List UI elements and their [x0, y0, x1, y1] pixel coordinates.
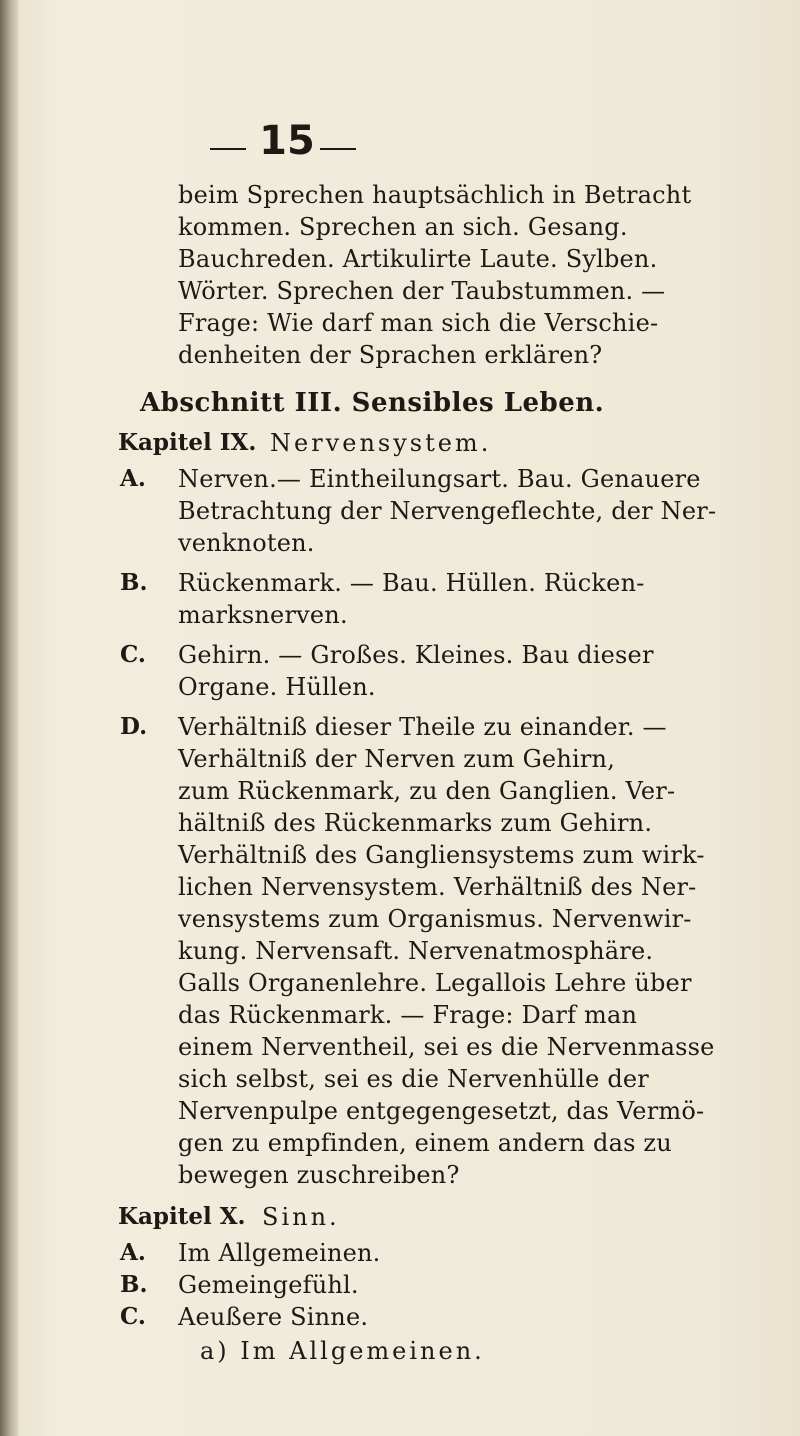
- text-line: Aeußere Sinne.: [178, 1303, 369, 1331]
- header-dash-right: [320, 148, 356, 150]
- text-line: Organe. Hüllen.: [178, 673, 376, 701]
- text-line: venknoten.: [178, 529, 315, 557]
- text-line: Rückenmark. — Bau. Hüllen. Rücken-: [178, 569, 645, 597]
- text-line: Verhältniß der Nerven zum Gehirn,: [178, 745, 616, 773]
- text-line: hältniß des Rückenmarks zum Gehirn.: [178, 809, 653, 837]
- item-letter: A.: [120, 465, 146, 492]
- subsection-heading: a) Im Allgemeinen.: [200, 1337, 485, 1365]
- text-line: Gehirn. — Großes. Kleines. Bau dieser: [178, 641, 654, 669]
- text-line: lichen Nervensystem. Verhältniß des Ner-: [178, 873, 697, 901]
- text-line: Gemeingefühl.: [178, 1271, 359, 1299]
- section-heading: Abschnitt III. Sensibles Leben.: [140, 388, 605, 418]
- text-line: Verhältniß dieser Theile zu einander. —: [178, 713, 667, 741]
- text-line: Verhältniß des Gangliensystems zum wirk-: [178, 841, 705, 869]
- text-line: Nervenpulpe entgegengesetzt, das Vermö-: [178, 1097, 705, 1125]
- text-line: denheiten der Sprachen erklären?: [178, 341, 603, 369]
- text-line: vensystems zum Organismus. Nervenwir-: [178, 905, 692, 933]
- text-line: kung. Nervensaft. Nervenatmosphäre.: [178, 937, 654, 965]
- text-line: Galls Organenlehre. Legallois Lehre über: [178, 969, 692, 997]
- text-line: marksnerven.: [178, 601, 348, 629]
- item-letter: B.: [120, 569, 148, 596]
- item-letter: C.: [120, 641, 146, 668]
- header-dash-left: [210, 148, 246, 150]
- item-letter: A.: [120, 1239, 146, 1266]
- text-line: kommen. Sprechen an sich. Gesang.: [178, 213, 628, 241]
- page-number: 15: [259, 118, 315, 164]
- text-line: beim Sprechen hauptsächlich in Betracht: [178, 181, 692, 209]
- text-line: gen zu empfinden, einem andern das zu: [178, 1129, 672, 1157]
- text-line: Frage: Wie darf man sich die Verschie-: [178, 309, 659, 337]
- item-letter: D.: [120, 713, 148, 740]
- item-letter: C.: [120, 1303, 146, 1330]
- text-line: bewegen zuschreiben?: [178, 1161, 460, 1189]
- book-binding-edge: [0, 0, 18, 1436]
- text-line: das Rückenmark. — Frage: Darf man: [178, 1001, 638, 1029]
- page-header: [0, 118, 800, 178]
- text-line: einem Nerventheil, sei es die Nervenmasse: [178, 1033, 715, 1061]
- text-line: zum Rückenmark, zu den Ganglien. Ver-: [178, 777, 676, 805]
- text-line: sich selbst, sei es die Nervenhülle der: [178, 1065, 649, 1093]
- text-line: Wörter. Sprechen der Taubstummen. —: [178, 277, 666, 305]
- chapter-title: Nervensystem.: [270, 429, 492, 457]
- text-line: Im Allgemeinen.: [178, 1239, 381, 1267]
- item-letter: B.: [120, 1271, 148, 1298]
- text-line: Bauchreden. Artikulirte Laute. Sylben.: [178, 245, 658, 273]
- chapter-label: Kapitel IX.: [118, 429, 257, 456]
- text-line: Betrachtung der Nervengeflechte, der Ner-: [178, 497, 717, 525]
- text-line: Nerven.— Eintheilungsart. Bau. Genauere: [178, 465, 701, 493]
- chapter-title: Sinn.: [262, 1203, 340, 1231]
- chapter-label: Kapitel X.: [118, 1203, 246, 1230]
